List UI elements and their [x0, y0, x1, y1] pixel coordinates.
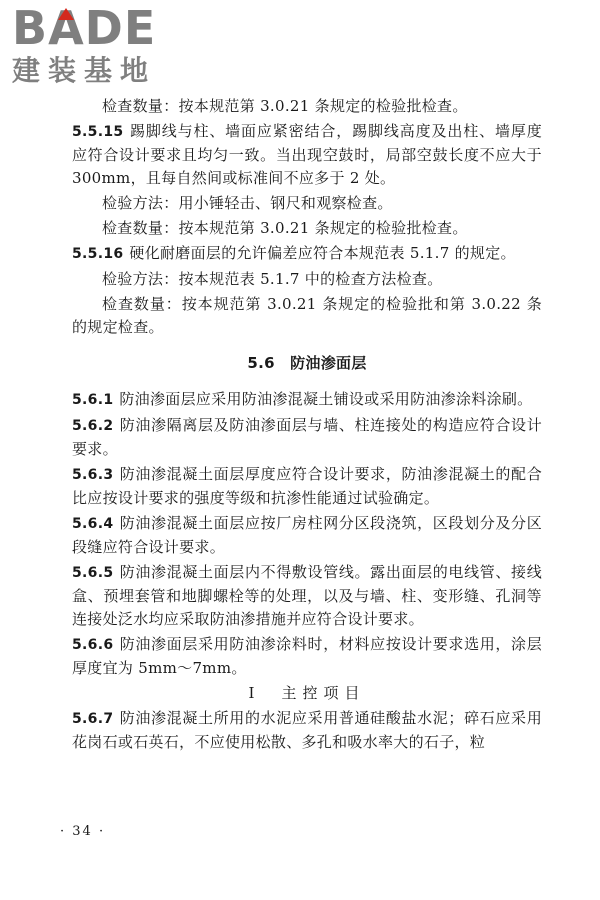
clause-paragraph	[72, 463, 542, 510]
subsection-title: Ⅰ 主控项目	[248, 684, 366, 702]
logo-letter-e: E	[123, 1, 157, 55]
clause-text: 防油渗面层采用防油渗涂料时，材料应按设计要求选用，涂层厚度宜为 5mm～7mm。	[72, 635, 542, 677]
clause-text: 防油渗混凝土面层应按厂房柱网分区段浇筑，区段划分及分区段缝应符合设计要求。	[72, 514, 542, 556]
clause-paragraph	[72, 707, 542, 754]
bade-logo	[12, 1, 182, 92]
logo-letter-a: A	[48, 1, 85, 55]
logo-arrow-icon	[58, 8, 74, 20]
clause-paragraph	[72, 268, 542, 291]
clause-text: 踢脚线与柱、墙面应紧密结合，踢脚线高度及出柱、墙厚度应符合设计要求且均匀一致。当出现空鼓时，局部空鼓长度不应大于 300mm，且每自然间或标准间不应多于 2 处。	[72, 122, 542, 187]
clause-text: 检验方法：用小锤轻击、钢尺和观察检查。	[102, 194, 393, 212]
page-number: · 34 ·	[60, 824, 106, 839]
clause-paragraph	[72, 242, 542, 266]
clause-number: 5.6.4	[72, 516, 114, 532]
clause-paragraph	[72, 293, 542, 339]
clause-paragraph	[72, 561, 542, 631]
logo-wordmark	[12, 1, 182, 55]
clause-paragraph	[72, 414, 542, 461]
clause-number: 5.6.5	[72, 565, 114, 581]
document-body	[72, 95, 542, 756]
clause-number: 5.6.2	[72, 418, 114, 434]
clause-text: 检验方法：按本规范表 5.1.7 中的检查方法检查。	[102, 270, 443, 288]
clause-paragraph	[72, 388, 542, 412]
paragraphs-top	[72, 95, 542, 339]
clause-text: 检查数量：按本规范第 3.0.21 条规定的检验批检查。	[102, 97, 468, 115]
logo-subtitle: 建装基地	[12, 54, 157, 87]
paragraphs-bottom	[72, 707, 542, 754]
clause-text: 防油渗混凝土面层内不得敷设管线。露出面层的电线管、接线盒、预埋套管和地脚螺栓等的处理，以及与墙、柱、变形缝、孔洞等连接处泛水均应采取防油渗措施并应符合设计要求。	[72, 563, 542, 628]
clause-number: 5.5.16	[72, 246, 124, 262]
logo-letter-d: D	[84, 1, 124, 55]
clause-text: 防油渗隔离层及防油渗面层与墙、柱连接处的构造应符合设计要求。	[72, 416, 542, 458]
clause-paragraph	[72, 633, 542, 680]
clause-paragraph	[72, 217, 542, 240]
clause-text: 防油渗面层应采用防油渗混凝土铺设或采用防油渗涂料涂刷。	[119, 390, 533, 408]
clause-text: 防油渗混凝土面层厚度应符合设计要求，防油渗混凝土的配合比应按设计要求的强度等级和抗渗性能通过试验确定。	[72, 465, 542, 507]
logo-letter-b: B	[12, 1, 49, 55]
clause-text: 检查数量：按本规范第 3.0.21 条规定的检验批和第 3.0.22 条的规定检查。	[72, 295, 542, 336]
clause-number: 5.6.7	[72, 711, 114, 727]
clause-paragraph	[72, 120, 542, 190]
clause-paragraph	[72, 192, 542, 215]
paragraphs-mid	[72, 388, 542, 680]
clause-text: 硬化耐磨面层的允许偏差应符合本规范表 5.1.7 的规定。	[129, 244, 516, 262]
clause-paragraph	[72, 512, 542, 559]
clause-number: 5.6.3	[72, 467, 114, 483]
clause-text: 防油渗混凝土所用的水泥应采用普通硅酸盐水泥；碎石应采用花岗石或石英石，不应使用松散、多孔和吸水率大的石子，粒	[72, 709, 542, 751]
clause-number: 5.6.1	[72, 392, 114, 408]
clause-paragraph	[72, 95, 542, 118]
section-title: 5.6 防油渗面层	[247, 354, 367, 372]
clause-number: 5.5.15	[72, 124, 124, 140]
clause-text: 检查数量：按本规范第 3.0.21 条规定的检验批检查。	[102, 219, 468, 237]
clause-number: 5.6.6	[72, 637, 114, 653]
